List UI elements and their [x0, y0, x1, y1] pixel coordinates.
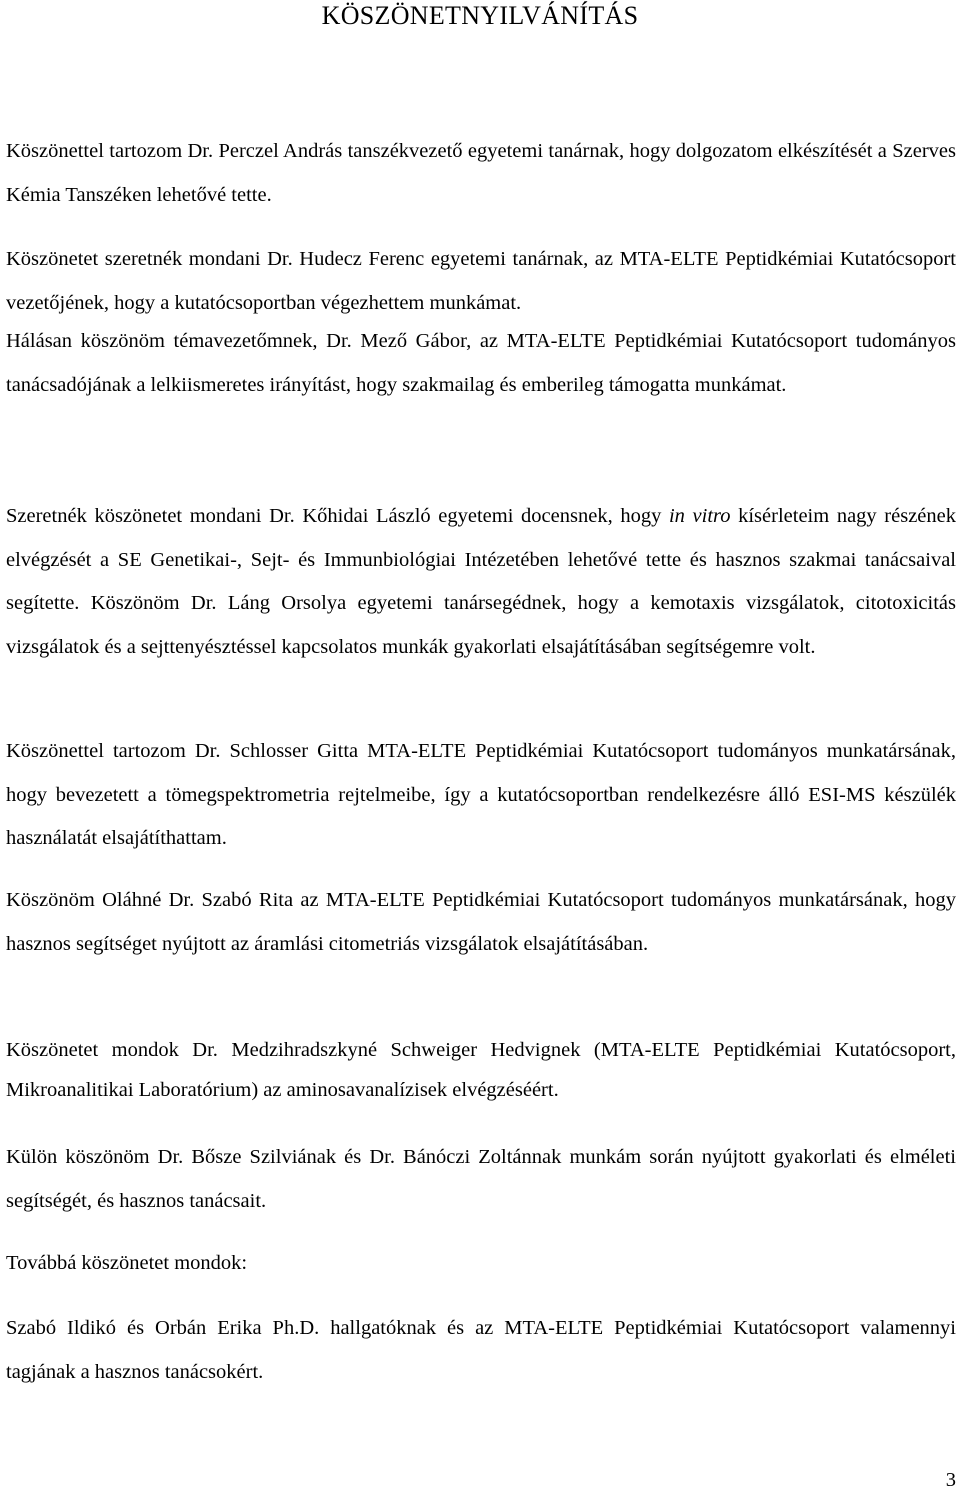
- paragraph-10: Szabó Ildikó és Orbán Erika Ph.D. hallgatóknak és az MTA-ELTE Peptidkémiai Kutatócsoport valamennyi tagjának a hasznos tanácsokért.: [6, 1317, 956, 1383]
- paragraph-1: Köszönettel tartozom Dr. Perczel András tanszékvezető egyetemi tanárnak, hogy dolgozatom elkészítését a Szerves Kémia Tanszéken lehetővé tette.: [6, 140, 956, 206]
- page-number: 3: [945, 1469, 956, 1491]
- paragraph-4-text-after: kísérleteim nagy részének elvégzését a SE Genetikai-, Sejt- és Immunbiológiai Intézetében lehetővé tette és hasznos szakmai tanácsaival segítette. Köszönöm Dr. Láng Orsolya egyetemi tanársegédnek, hogy a kemotaxis vizsgálatok, citotoxicitás vizsgálatok és a sejttenyésztéssel kapcsolatos munkák gyakorlati elsajátításában segítségemre volt.: [6, 505, 956, 658]
- paragraph-5: Köszönettel tartozom Dr. Schlosser Gitta MTA-ELTE Peptidkémiai Kutatócsoport tudományos munkatársának, hogy bevezetett a tömegspektrometria rejtelmeibe, így a kutatócsoportban rendelkezésre álló ESI-MS készülék használatát elsajátíthattam.: [6, 740, 956, 849]
- paragraph-9: Továbbá köszönetet mondok:: [6, 1252, 248, 1274]
- paragraph-7: Köszönetet mondok Dr. Medzihradszkyné Schweiger Hedvignek (MTA-ELTE Peptidkémiai Kutatócsoport, Mikroanalitikai Laboratórium) az aminosavanalízisek elvégzéséért.: [6, 1039, 956, 1101]
- paragraph-3: Hálásan köszönöm témavezetőmnek, Dr. Mező Gábor, az MTA-ELTE Peptidkémiai Kutatócsoport tudományos tanácsadójának a lelkiismeretes irányítást, hogy szakmailag és emberileg támogatta munkámat.: [6, 330, 956, 396]
- paragraph-6: Köszönöm Oláhné Dr. Szabó Rita az MTA-ELTE Peptidkémiai Kutatócsoport tudományos munkatársának, hogy hasznos segítséget nyújtott az áramlási citometriás vizsgálatok elsajátításában.: [6, 889, 956, 955]
- paragraph-8: Külön köszönöm Dr. Bősze Szilviának és Dr. Bánóczi Zoltánnak munkám során nyújtott gyakorlati és elméleti segítségét, és hasznos tanácsait.: [6, 1146, 956, 1212]
- page-title: KÖSZÖNETNYILVÁNÍTÁS: [321, 1, 639, 30]
- paragraph-4: [6, 495, 956, 669]
- paragraph-2: Köszönetet szeretnék mondani Dr. Hudecz Ferenc egyetemi tanárnak, az MTA-ELTE Peptidkémiai Kutatócsoport vezetőjének, hogy a kutatócsoportban végezhettem munkámat.: [6, 248, 956, 314]
- paragraph-4-emphasis: in vitro: [668, 505, 731, 527]
- paragraph-4-text-before: Szeretnék köszönetet mondani Dr. Kőhidai László egyetemi docensnek, hogy: [6, 505, 669, 527]
